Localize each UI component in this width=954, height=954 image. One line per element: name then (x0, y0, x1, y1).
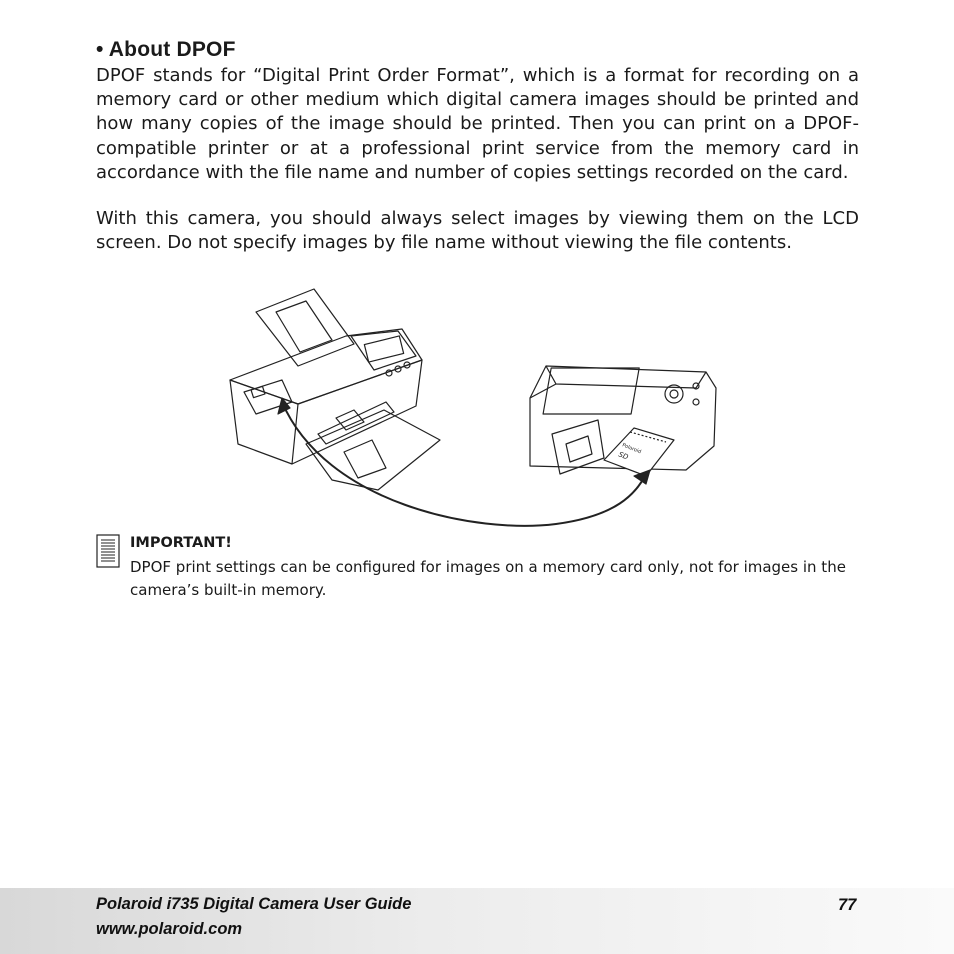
footer-url: www.polaroid.com (96, 920, 243, 938)
printer-camera-illustration (226, 284, 726, 534)
printer-icon (230, 289, 440, 490)
notepad-icon (96, 534, 120, 568)
footer-guide-title: Polaroid i735 Digital Camera User Guide (96, 895, 412, 913)
card-brand-label: Polaroid (621, 442, 642, 456)
section-heading: • About DPOF (96, 38, 236, 61)
paragraph-selection-advice: With this camera, you should always select images by viewing them on the LCD screen. Do not specify images by file name without viewing the file contents. (96, 208, 859, 254)
card-type-label: SD (617, 450, 630, 462)
important-title: IMPORTANT! (130, 535, 232, 551)
paragraph-dpof-definition: DPOF stands for “Digital Print Order Format”, which is a format for recording on a memory card or other medium which digital camera images should be printed and how many copies of the image should be printed. Then you can print on a DPOF-compatible printer or at a professional print service from the memory card in accordance with the file name and number of copies settings recorded on the card. (96, 65, 859, 183)
page-number: 77 (838, 896, 857, 914)
important-text: DPOF print settings can be configured for images on a memory card only, not for images in the camera’s built-in memory. (130, 558, 846, 599)
